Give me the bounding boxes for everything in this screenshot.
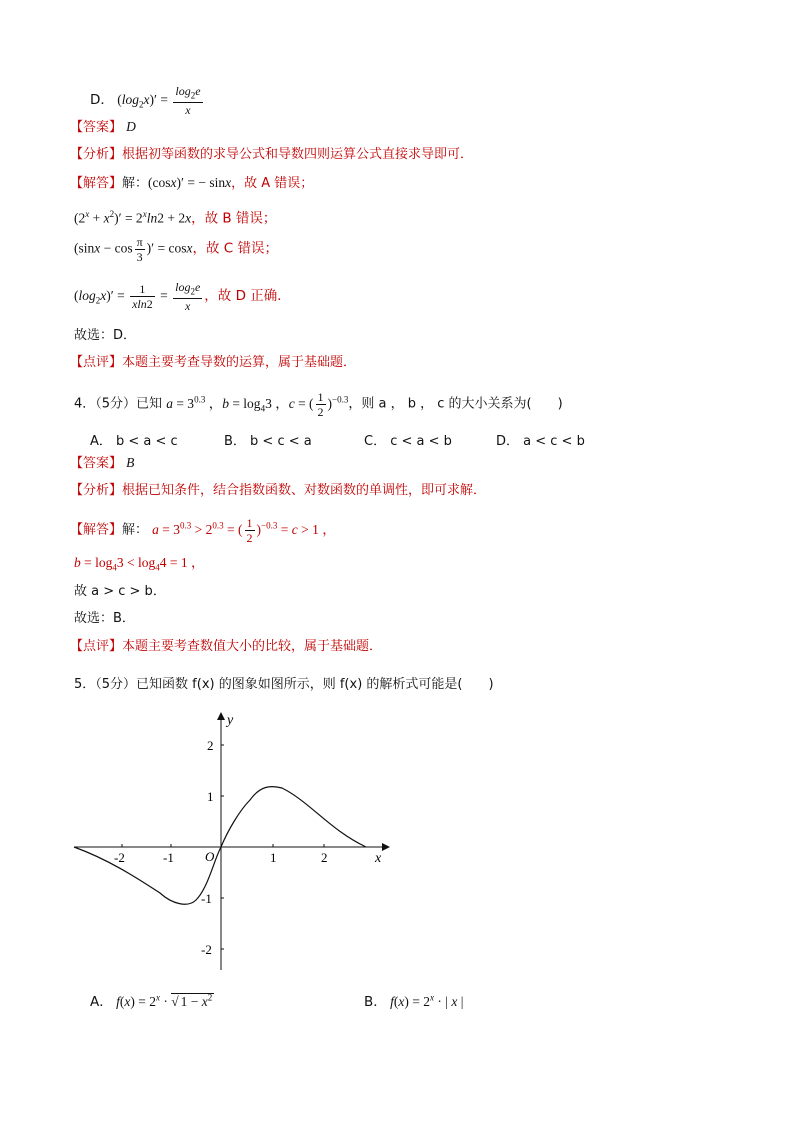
q4-option-c[interactable]: C． c < a < b (364, 434, 452, 449)
q4-solution-line-1: 【解答】解： $a = 3^{0.3} > 2^{0.3}$ = ( $\frac{1}{2}$ )$^{-0.3}$ = c > 1 ， (70, 516, 336, 545)
q5-function-graph (70, 710, 400, 980)
q4-option-b[interactable]: B． b < c < a (224, 434, 312, 449)
y-tick-label: 2 (207, 738, 214, 753)
comment-tag: 【点评】 (70, 355, 123, 370)
q3-solution-line-2: $(2^x + x^2)' = 2^x\ln 2 + 2x$，故 B 错误； (74, 209, 277, 227)
q3-solution-line-1: 【解答】解：(cosx)′ = − sinx，故 A 错误； (70, 175, 314, 191)
x-tick-label: 2 (321, 850, 328, 865)
q4-option-d[interactable]: D． a < c < b (496, 434, 585, 449)
answer-tag: 【答案】 (70, 120, 123, 135)
q3-option-d-label: D． (90, 91, 114, 108)
q4-comment: 【点评】本题主要考查数值大小的比较，属于基础题． (70, 639, 383, 654)
function-curve (74, 787, 366, 905)
q4-solution-line-2: $b = \log_43 < \log_44 = 1$ ， (74, 555, 205, 573)
q3-solution-line-3: (sinx − cos $\frac{\pi}{3}$ )′ = cosx，故 C 错误； (74, 235, 278, 264)
q4-choose: 故选：B． (74, 611, 135, 626)
q4-stem: 4．（5分）已知 $a = 3^{0.3}$ ，$b = \log_43$ ，c = ( $\frac{1}{2}$ )$^{-0.3}$，则 a ， b ， c 的大小关系为( ) (74, 390, 563, 419)
q3-analysis (70, 146, 473, 164)
x-tick-label: 1 (270, 850, 277, 865)
q5-option-a[interactable]: A． $f(x) = 2^x$ · √ $1 - x^2$ (90, 992, 213, 1010)
answer-value: D (126, 119, 136, 134)
y-tick-label: -2 (201, 942, 212, 957)
q3-comment (70, 354, 356, 372)
x-tick-label: -1 (163, 850, 174, 865)
q4-solution-line-3: 故 a > c > b． (74, 584, 166, 599)
q3-option-d: D． $(\log_2x)'$ = $\frac{\log_2e}{x}$ (90, 84, 201, 118)
x-axis-label: x (375, 851, 382, 866)
analysis-tag: 【分析】 (70, 147, 123, 162)
q4-analysis: 【分析】根据已知条件，结合指数函数、对数函数的单调性，即可求解． (70, 483, 487, 498)
analysis-text: 根据初等函数的求导公式和导数四则运算公式直接求导即可． (122, 147, 474, 162)
answer-value: B (126, 455, 135, 470)
q3-choose: 故选：D． (74, 328, 137, 343)
y-tick-label: -1 (201, 891, 212, 906)
q5-option-b[interactable]: B． $f(x) = 2^x$ · | x | (364, 992, 464, 1010)
y-tick-label: 1 (207, 789, 214, 804)
q3-solution-line-4: $(\log_2x)'$ = $\frac{1}{xln2}$ = $\frac{\log_2e}{x}$ ，故 D 正确． (74, 280, 291, 314)
q4-answer: 【答案】 B (70, 455, 135, 471)
q3-option-d-fraction: $\frac{\log_2e}{x}$ (175, 84, 201, 118)
q5-stem: 5．（5分）已知函数 f(x) 的图象如图所示，则 f(x) 的解析式可能是( ) (74, 677, 494, 692)
q4-option-a[interactable]: A． b < a < c (90, 434, 178, 449)
y-axis-label: y (227, 713, 234, 728)
origin-label: O (205, 849, 215, 864)
q3-answer (70, 118, 136, 137)
x-tick-label: -2 (114, 850, 125, 865)
solution-lead: 解： (122, 176, 149, 191)
comment-text: 本题主要考查导数的运算，属于基础题． (122, 355, 357, 370)
solution-tag: 【解答】 (70, 176, 123, 191)
